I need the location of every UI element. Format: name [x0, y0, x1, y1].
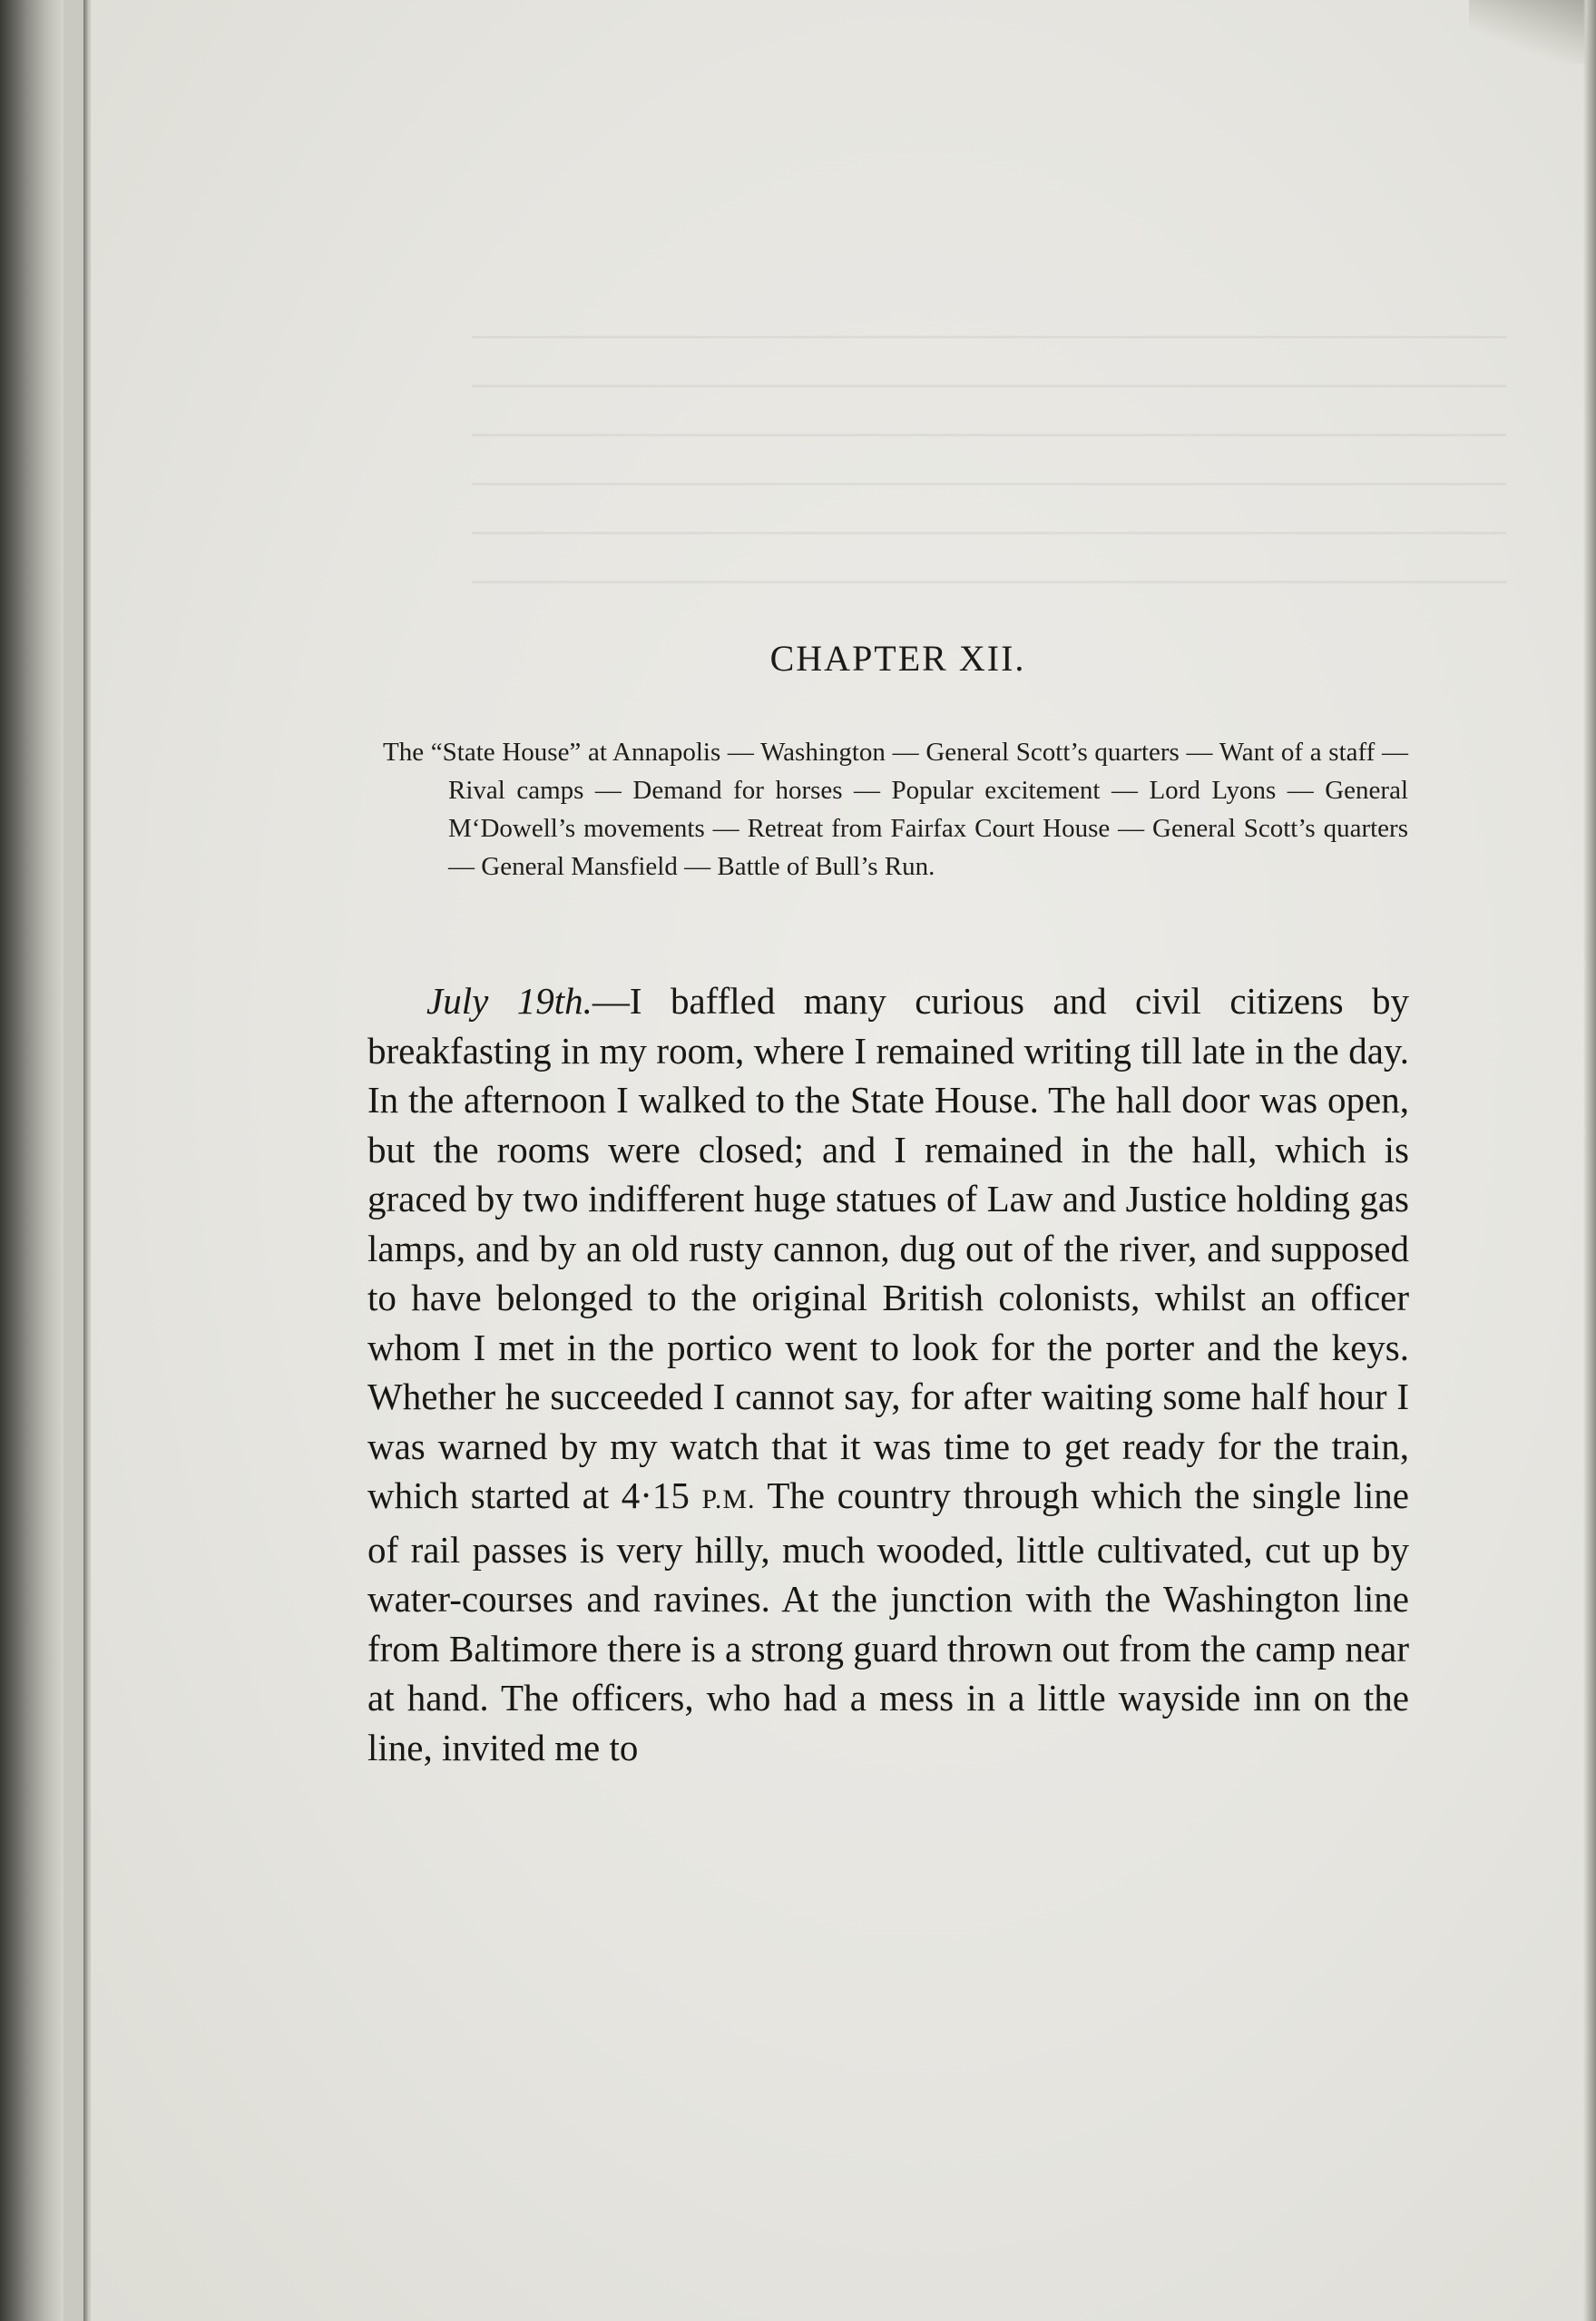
page-right-edge: [1583, 0, 1596, 2321]
binding-edge: [83, 0, 89, 2321]
page-corner: [1469, 0, 1596, 64]
body-text-part2: The country through which the single line of rail passes is very hilly, much wooded, little cultivated, cut up by water-courses and ravines. At the junction with the Washington line from Baltimore there is a strong guard thrown out from the camp near at hand. The officers, who had a mess in a little wayside inn on the line, invited me to: [367, 1474, 1409, 1768]
time-suffix: P.M.: [701, 1484, 756, 1514]
show-through-text: [472, 336, 1506, 608]
body-text-part1: —I baffled many curious and civil citizens by breakfasting in my room, where I remained writing till late in the day. In the afternoon I walked to the State House. The hall door was open, but the rooms were closed; and I remained in the hall, which is graced by two indifferent huge statues of Law and Justice holding gas lamps, and by an old rusty cannon, dug out of the river, and supposed to have belonged to the original British colonists, whilst an officer whom I met in the portico went to look for the porter and the keys. Whether he succeeded I cannot say, for after waiting some half hour I was warned by my watch that it was time to get ready for the train, which started at 4·15: [367, 980, 1409, 1516]
chapter-synopsis: The “State House” at Annapolis — Washington — General Scott’s quarters — Want of a staff — Rival camps — Demand for horses — Popular excitement — Lord Lyons — General M‘Dowell’s movements — Retreat from Fairfax Court House — General Scott’s quarters — General Mansfield — Battle of Bull’s Run.: [383, 738, 1408, 881]
book-gutter: [0, 0, 64, 2321]
entry-date: July 19th.: [426, 980, 592, 1022]
chapter-title: CHAPTER XII.: [769, 638, 1026, 679]
body-paragraph: [367, 976, 1409, 1772]
chapter-heading: [0, 637, 1596, 680]
